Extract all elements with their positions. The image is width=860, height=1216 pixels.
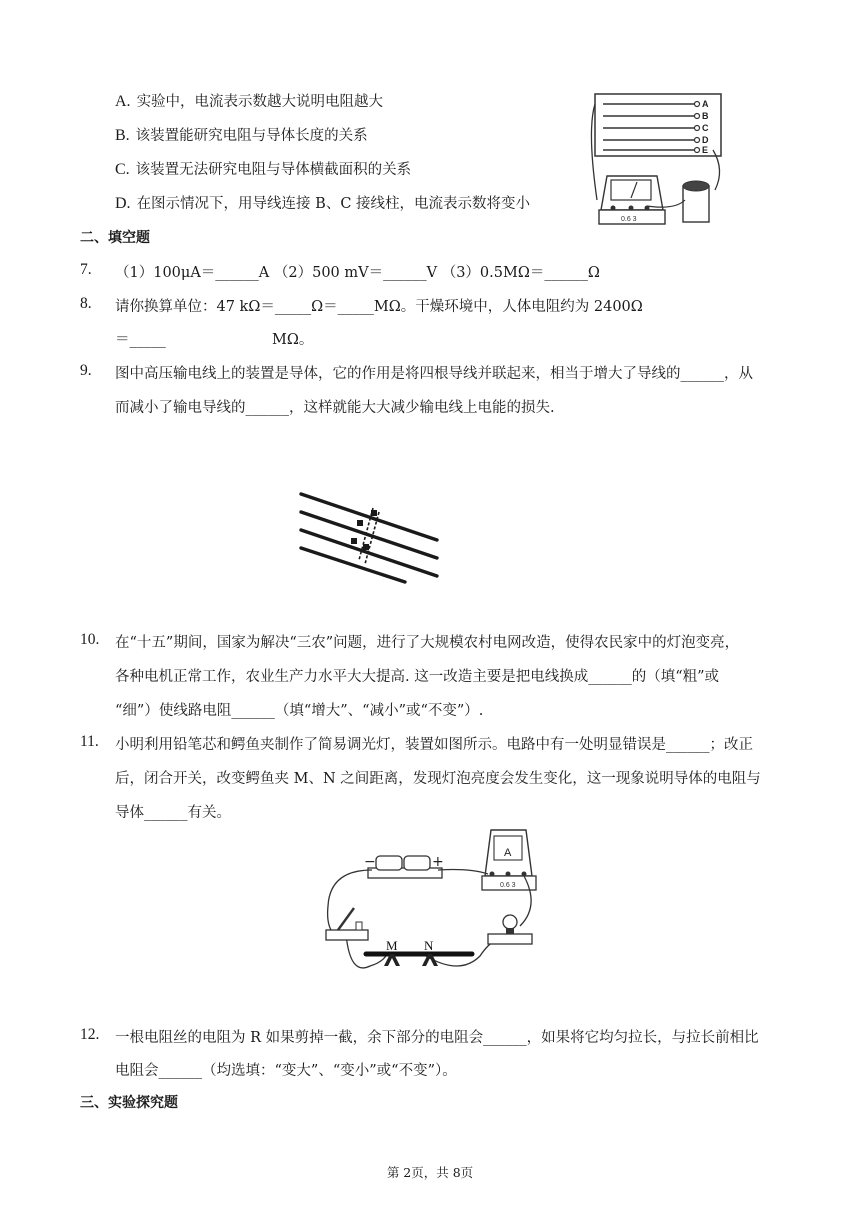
terminal-label-c: C bbox=[702, 123, 709, 133]
clip-label-m: M bbox=[386, 938, 398, 953]
question-12-line: 电阻会______（均选填：“变大”、“变小”或“不变”）。 bbox=[115, 1063, 457, 1079]
question-number: 9. bbox=[80, 362, 92, 379]
option-letter: B. bbox=[115, 127, 130, 144]
option-c bbox=[115, 158, 411, 179]
question-number: 8. bbox=[80, 295, 92, 312]
option-letter: C. bbox=[115, 161, 130, 178]
terminal-label-d: D bbox=[702, 135, 709, 145]
clip-label-n: N bbox=[424, 938, 434, 953]
question-9-line: 而减小了输电导线的______，这样就能大大减少输电线上电能的损失. bbox=[115, 400, 555, 416]
option-text: 在图示情况下，用导线连接 B、C 接线柱，电流表示数将变小 bbox=[136, 196, 531, 212]
question-number: 11. bbox=[80, 733, 99, 750]
question-number: 12. bbox=[80, 1026, 100, 1043]
terminal-label-a: A bbox=[702, 99, 709, 109]
minus-sign: − bbox=[364, 854, 376, 870]
option-b bbox=[115, 124, 368, 145]
section-title: 三、实验探究题 bbox=[80, 1095, 178, 1111]
question-7-text: （1）100μA＝______A （2）500 mV＝______V （3）0.5MΩ＝______Ω bbox=[115, 265, 600, 281]
option-a bbox=[115, 90, 383, 111]
page-footer: 第 2页，共 8页 bbox=[386, 1165, 474, 1180]
option-letter: D. bbox=[115, 195, 131, 212]
question-9-line: 图中高压输电线上的装置是导体，它的作用是将四根导线并联起来，相当于增大了导线的______，从 bbox=[115, 366, 753, 382]
power-line-figure bbox=[295, 478, 440, 588]
option-d bbox=[115, 192, 530, 213]
resistance-board-figure bbox=[585, 90, 735, 240]
ammeter-symbol: A bbox=[504, 847, 512, 859]
question-8-line: ＝_____ bbox=[115, 332, 166, 348]
question-11-line: 小明利用铅笔芯和鳄鱼夹制作了简易调光灯，装置如图所示。电路中有一处明显错误是______；改正 bbox=[115, 737, 753, 753]
question-11-line: 导体______有关。 bbox=[115, 805, 231, 821]
question-10-line: 在“十五”期间，国家为解决“三农”问题，进行了大规模农村电网改造，使得农民家中的灯泡变亮， bbox=[115, 635, 740, 651]
question-number: 7. bbox=[80, 261, 92, 278]
option-letter: A. bbox=[115, 93, 131, 110]
terminal-label-e: E bbox=[702, 145, 709, 155]
question-10-line: “细”）使线路电阻______（填“增大”、“减小”或“不变”）. bbox=[115, 703, 484, 719]
question-number: 10. bbox=[80, 631, 100, 648]
question-12-line: 一根电阻丝的电阻为 R 如果剪掉一截，余下部分的电阻会______，如果将它均匀拉长，与拉长前相比 bbox=[115, 1030, 759, 1046]
section-title: 二、填空题 bbox=[80, 230, 150, 246]
question-10-line: 各种电机正常工作，农业生产力水平大大提高. 这一改造主要是把电线换成______的（填“粗”或 bbox=[115, 669, 720, 685]
option-text: 该装置无法研究电阻与导体横截面积的关系 bbox=[135, 162, 412, 178]
question-11-line: 后，闭合开关，改变鳄鱼夹 M、N 之间距离，发现灯泡亮度会发生变化，这一现象说明导体的电阻与 bbox=[115, 771, 761, 787]
question-8-line: 请你换算单位：47 kΩ＝_____Ω＝_____MΩ。干燥环境中，人体电阻约为 2400Ω bbox=[115, 299, 643, 315]
question-8-line: MΩ。 bbox=[272, 332, 314, 348]
terminal-label-b: B bbox=[702, 111, 709, 121]
plus-sign: + bbox=[432, 854, 444, 870]
meter-scale-label: 0.6 3 bbox=[500, 882, 516, 889]
dimmer-circuit-figure bbox=[320, 826, 545, 986]
option-text: 该装置能研究电阻与导体长度的关系 bbox=[135, 128, 368, 144]
option-text: 实验中，电流表示数越大说明电阻越大 bbox=[136, 94, 384, 110]
meter-scale-label: 0.6 3 bbox=[621, 216, 637, 223]
